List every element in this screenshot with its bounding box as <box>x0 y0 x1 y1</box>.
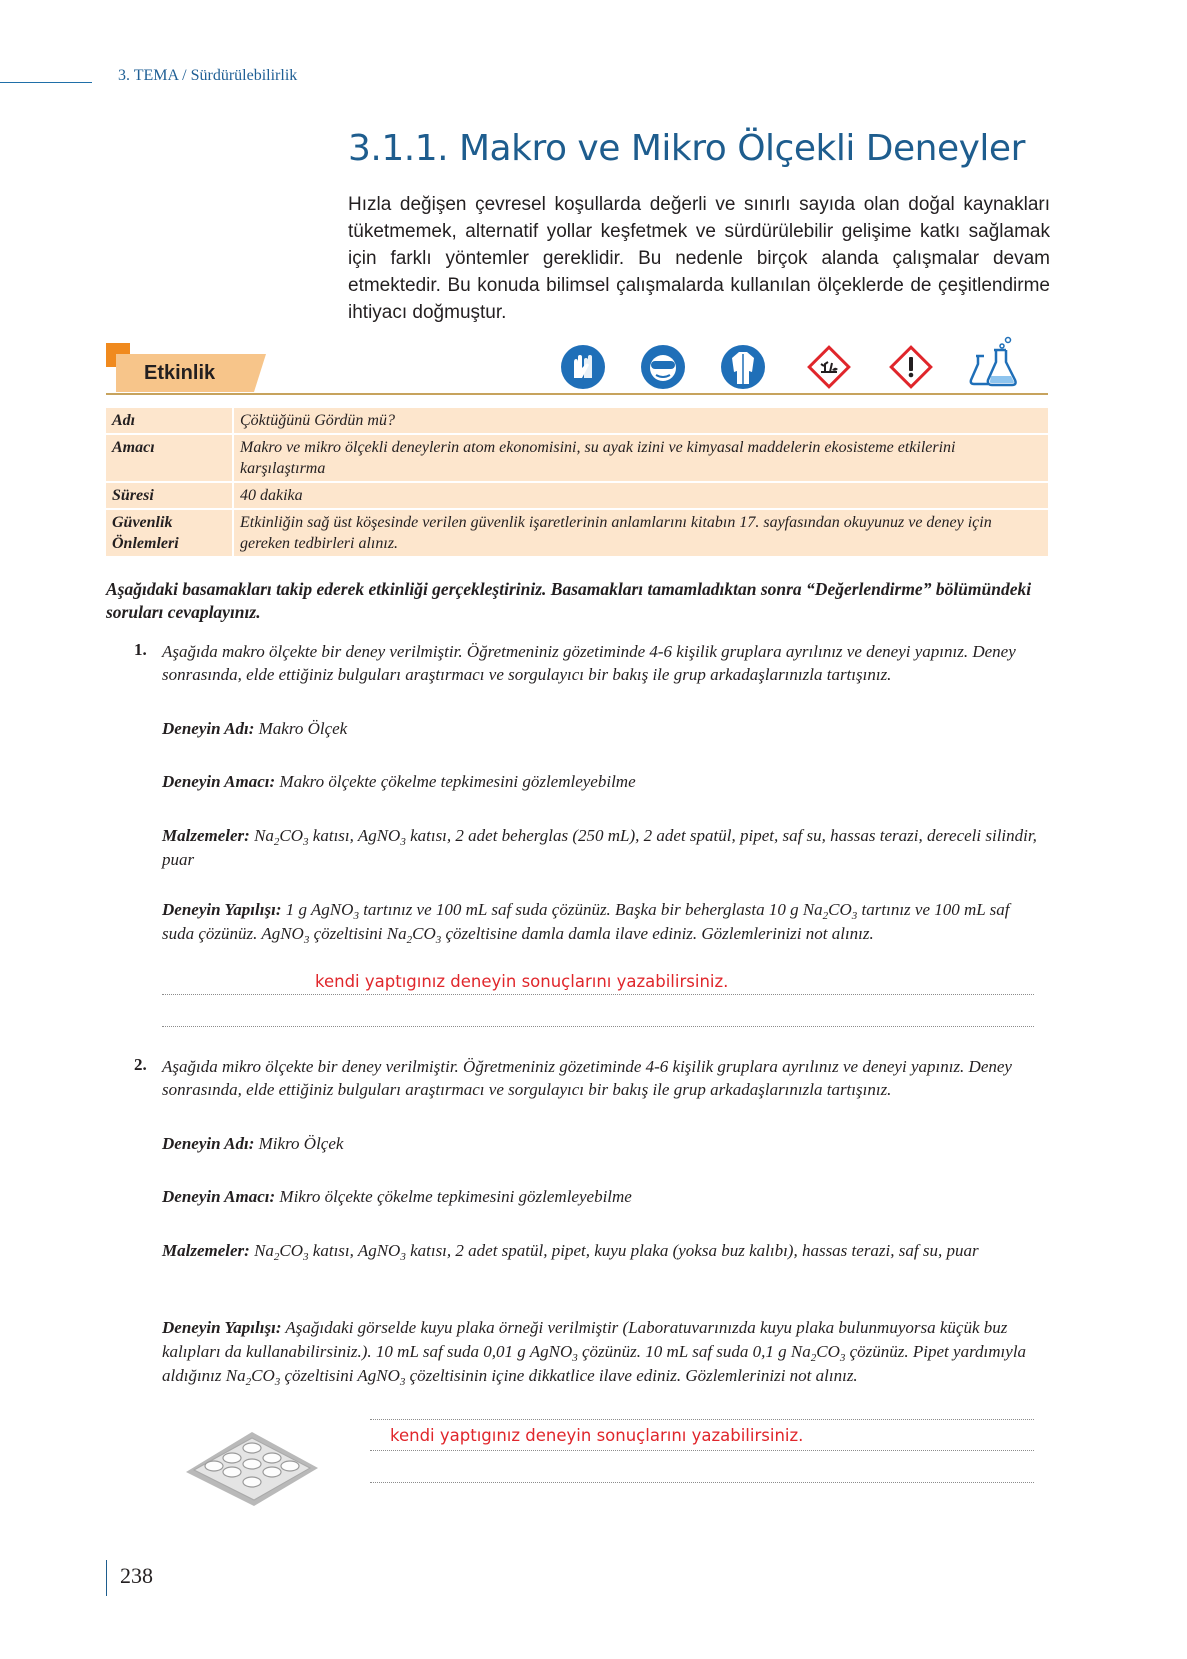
field-label: Deneyin Adı: <box>162 1134 255 1153</box>
step1-answer: kendi yaptıgınız deneyin sonuçlarını yazabilirsiniz. <box>315 972 729 991</box>
page-number: 238 <box>120 1563 153 1588</box>
step2-text: Aşağıda mikro ölçekte bir deney verilmiştir. Öğretmeniniz gözetiminde 4-6 kişilik gruplara ayrılınız ve deneyi yapınız. Deney sonrasında, elde ettiğiniz bulguları araştırmacı ve sorgulayıcı bir bakış ile grup arkadaşlarınızla tartışınız. <box>162 1057 1012 1099</box>
field-label: Deneyin Adı: <box>162 719 255 738</box>
lab-coat-icon <box>720 344 766 390</box>
instructions: Aşağıdaki basamakları takip ederek etkinliği gerçekleştiriniz. Basamakları tamamladıktan sonra “Değerlendirme” bölümündeki soruları cevaplayınız. <box>106 579 1032 622</box>
row-value: 40 dakika <box>233 482 1048 509</box>
step2-aim <box>162 1185 632 1209</box>
page-number-bar <box>106 1560 107 1596</box>
gloves-icon <box>560 344 606 390</box>
step1-materials: Malzemeler: $Na_2CO_3$ katısı, AgNO$_3$ katısı, 2 adet beherglas (250 mL), 2 adet spatül, pipet, saf su, hassas terazi, dereceli silindir, puar <box>162 826 1037 869</box>
activity-info-table <box>106 408 1048 558</box>
lab-flasks-icon <box>968 336 1020 390</box>
row-key: Süresi <box>106 482 233 509</box>
table-row <box>106 408 1048 434</box>
answer-line <box>162 1026 1034 1027</box>
step1-procedure: Deneyin Yapılışı: 1 g AgNO$_3$ tartınız ve 100 mL saf suda çözünüz. Başka bir beherglasta 10 g $Na_2CO_3$ tartınız ve 100 mL saf suda çözünüz. AgNO$_3$ çözeltisini $Na_2CO_3$ çözeltisine damla damla ilave ediniz. Gözlemlerinizi not alınız. <box>162 900 1010 946</box>
step1-aim <box>162 770 636 794</box>
field-value: Mikro ölçekte çökelme tepkimesini gözlemleyebilme <box>279 1187 632 1206</box>
answer-line <box>162 994 1034 995</box>
activity-label: Etkinlik <box>144 362 216 384</box>
exclamation-hazard-icon <box>888 344 934 390</box>
table-row <box>106 482 1048 509</box>
goggles-icon <box>640 344 686 390</box>
header-rule <box>0 82 92 83</box>
row-key: Adı <box>106 408 233 434</box>
answer-line <box>370 1419 1034 1420</box>
step2-materials: Malzemeler: $Na_2CO_3$ katısı, AgNO$_3$ katısı, 2 adet spatül, pipet, kuyu plaka (yoksa buz kalıbı), hassas terazi, saf su, puar <box>162 1241 979 1263</box>
field-value: Makro Ölçek <box>258 719 348 738</box>
row-value: Makro ve mikro ölçekli deneylerin atom ekonomisini, su ayak izini ve kimyasal maddelerin ekosisteme etkilerini karşılaştırma <box>233 434 1048 482</box>
step2-name <box>162 1132 343 1156</box>
field-value: Makro ölçekte çökelme tepkimesini gözlemleyebilme <box>279 772 636 791</box>
field-label: Deneyin Amacı: <box>162 1187 276 1206</box>
step1-text: Aşağıda makro ölçekte bir deney verilmiştir. Öğretmeniniz gözetiminde 4-6 kişilik gruplara ayrılınız ve deneyi yapınız. Deney sonrasında, elde ettiğiniz bulguları araştırmacı ve sorgulayıcı bir bakış ile grup arkadaşlarınızla tartışınız. <box>162 642 1016 684</box>
answer-line <box>370 1482 1034 1483</box>
field-label: Deneyin Yapılışı: <box>162 1318 282 1337</box>
step2-procedure: Deneyin Yapılışı: Aşağıdaki görselde kuyu plaka örneği verilmiştir (Laboratuvarınızda kuyu plaka bulunmuyorsa küçük buz kalıpları da kullanabilirsiniz.). 10 mL saf suda 0,01 g AgNO$_3$ çözünüz. 10 mL saf suda 0,1 g $Na_2CO_3$ çözünüz. Pipet yardımıyla aldığınız $Na_2CO_3$ çözeltisini AgNO$_3$ çözeltisinin içine dikkatlice ilave ediniz. Gözlemlerinizi not alınız. <box>162 1318 1027 1388</box>
field-label: Malzemeler: <box>162 1241 250 1260</box>
intro-paragraph: Hızla değişen çevresel koşullarda değerli ve sınırlı sayıda olan doğal kaynakları tüketmemek, alternatif yollar keşfetmek ve sürdürülebilir gelişime katkı sağlamak için farklı yöntemler gereklidir. Bu nedenle birçok alanda çalışmalar devam etmektedir. Bu konuda bilimsel çalışmalarda kullanılan ölçeklerde de çeşitlendirme ihtiyacı doğmuştur. <box>348 194 1050 323</box>
row-value: Çöktüğünü Gördün mü? <box>233 408 1048 434</box>
section-header: 3. TEMA / Sürdürülebilirlik <box>118 67 298 84</box>
table-row <box>106 509 1048 557</box>
field-label: Deneyin Amacı: <box>162 772 276 791</box>
row-key: Güvenlik Önlemleri <box>106 509 233 557</box>
field-label: Deneyin Yapılışı: <box>162 900 282 919</box>
step-number: 2. <box>134 1055 147 1074</box>
step1-name <box>162 717 347 741</box>
row-value: Etkinliğin sağ üst köşesinde verilen güvenlik işaretlerinin anlamlarını kitabın 17. sayfasından okuyunuz ve deney için gereken tedbirleri alınız. <box>233 509 1048 557</box>
row-key: Amacı <box>106 434 233 482</box>
well-plate-image <box>182 1420 322 1510</box>
answer-line <box>370 1450 1034 1451</box>
field-label: Malzemeler: <box>162 826 250 845</box>
table-row <box>106 434 1048 482</box>
page-title: 3.1.1. Makro ve Mikro Ölçekli Deneyler <box>348 128 1025 169</box>
field-value: Mikro Ölçek <box>258 1134 344 1153</box>
activity-rule <box>106 393 1048 395</box>
step2-answer: kendi yaptıgınız deneyin sonuçlarını yazabilirsiniz. <box>390 1426 804 1445</box>
step-number: 1. <box>134 640 147 659</box>
environment-hazard-icon <box>806 344 852 390</box>
